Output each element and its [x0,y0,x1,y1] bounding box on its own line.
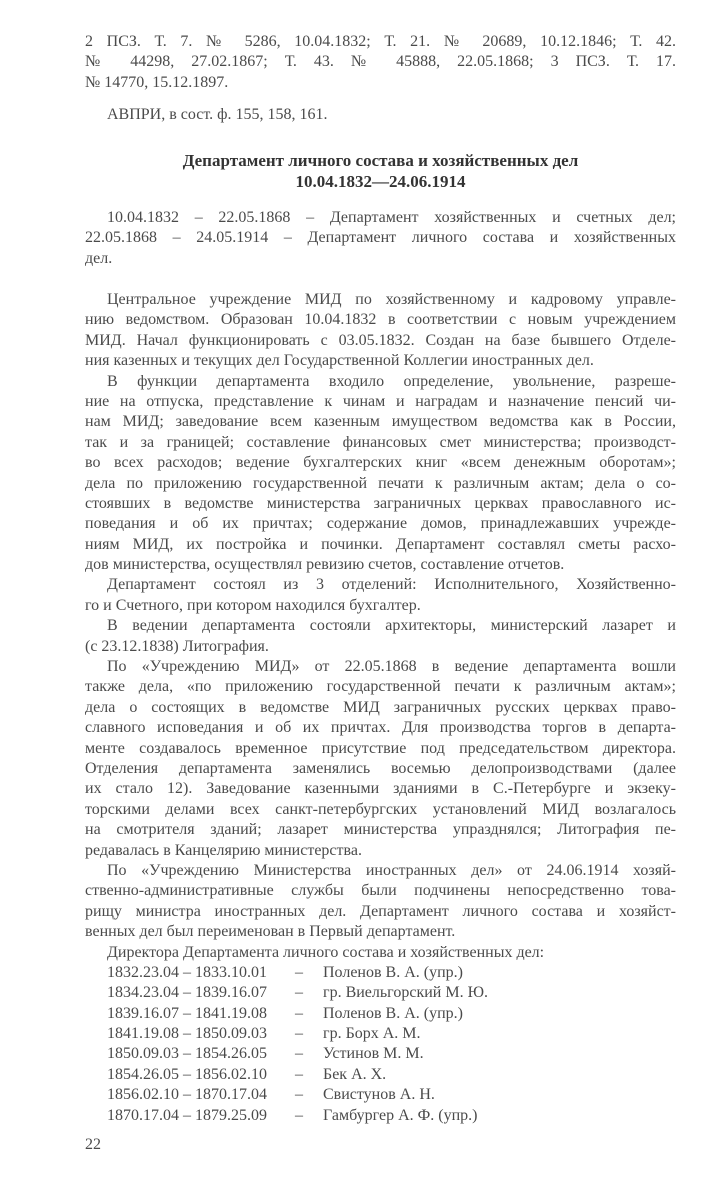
director-dates: 1832.23.04 – 1833.10.01 [107,963,267,981]
director-row [85,1024,676,1044]
text-line: Центральное учреждение МИД по хозяйственному и кадровому управле- [107,291,676,308]
text-line: ственно-административные службы были подчинены непосредственно това- [85,882,676,900]
text-line: торскими делами всех санкт-петербургских установлений МИД возлагалось [85,800,676,818]
sources-note [85,32,676,93]
text-line: В ведении департамента состояли архитекторы, министерский лазарет и [107,617,676,635]
text-line: так и за границей; составление финансовых смет министерства; производст- [85,433,676,451]
director-name: Поленов В. А. (упр.) [323,1004,463,1022]
director-separator: – [295,1106,303,1124]
director-separator: – [295,984,303,1002]
section-title [85,150,676,192]
paragraph [85,290,676,372]
director-separator: – [295,1086,303,1104]
section-dates: 10.04.1832—24.06.1914 [295,172,466,191]
director-row [85,1106,676,1126]
text-line: дов министерства, осуществлял ревизию счетов, составление отчетов. [85,556,565,574]
director-row [85,1065,676,1085]
text-line: ние на отпуска, представление к чинам и наградам и назначение пенсий чи- [85,392,676,410]
director-name: Свистунов А. Н. [323,1086,435,1104]
body-text [85,290,676,1126]
text-line: нию ведомством. Образован 10.04.1832 в соответствии с новым учреждением [85,311,676,329]
text-line: дел. [85,249,113,267]
section-title-text: Департамент личного состава и хозяйственных дел [182,151,579,170]
paragraph [85,616,676,657]
text-line: ниям МИД, их постройка и починки. Департамент составлял сметы расхо- [85,535,676,553]
text-line: В функции департамента входило определение, увольнение, разреше- [107,372,676,390]
director-dates: 1870.17.04 – 1879.25.09 [107,1106,267,1124]
director-separator: – [295,1025,303,1043]
text-line: нам МИД; заведование всем казенным имуществом ведомства как в России, [85,413,676,431]
text-line: рищу министра иностранных дел. Департамент личного состава и хозяйст- [85,902,676,920]
director-separator: – [295,963,303,981]
paragraph [85,861,676,943]
director-name: Бек А. Х. [323,1065,387,1083]
text-line: ния казенных и текущих дел Государственной Коллегии иностранных дел. [85,352,594,370]
text-line: дела по приложению государственной печати к различным актам; дела о со- [85,474,676,492]
text-line: № 14770, 15.12.1897. [85,73,229,91]
name-periods [85,208,676,269]
text-line: 2 ПСЗ. Т. 7. № 5286, 10.04.1832; Т. 21. № 20689, 10.12.1846; Т. 42. [85,33,676,50]
text-line: МИД. Начал функционировать с 03.05.1832. Создан на базе бывшего Отделе- [85,331,676,349]
director-dates: 1839.16.07 – 1841.19.08 [107,1004,267,1022]
director-dates: 1850.09.03 – 1854.26.05 [107,1045,267,1063]
text-line: менте создавалось временное присутствие под председательством директора. [85,739,676,757]
text-line: редавалась в Канцелярию министерства. [85,841,362,859]
text-line: Департамент состоял из 3 отделений: Исполнительного, Хозяйственно- [107,576,676,594]
text-line: 10.04.1832 – 22.05.1868 – Департамент хозяйственных и счетных дел; [107,209,676,226]
director-separator: – [295,1004,303,1022]
text-line: АВПРИ, в сост. ф. 155, 158, 161. [107,106,328,123]
paragraph [85,372,676,576]
director-dates: 1856.02.10 – 1870.17.04 [107,1086,267,1104]
director-separator: – [295,1065,303,1083]
director-dates: 1841.19.08 – 1850.09.03 [107,1025,267,1043]
director-name: Гамбургер А. Ф. (упр.) [323,1106,478,1124]
paragraph [85,575,676,616]
archive-note [85,105,676,125]
text-line: По «Учреждению Министерства иностранных дел» от 24.06.1914 хозяй- [107,861,676,879]
paragraph [85,943,676,963]
text-line: славного исповедания и об их причтах. Для производства торгов в департа- [85,719,676,737]
director-row [85,1044,676,1064]
director-name: гр. Виельгорский М. Ю. [323,984,489,1002]
director-dates: 1854.26.05 – 1856.02.10 [107,1065,267,1083]
text-line: № 44298, 27.02.1867; Т. 43. № 45888, 22.05.1868; 3 ПСЗ. Т. 17. [85,53,676,71]
text-line: на смотрителя зданий; лазарет министерства упразднялся; Литография пе- [85,821,676,839]
text-line: стоявших в ведомстве министерства заграничных церквах православного ис- [85,494,676,512]
director-row [85,1085,676,1105]
director-name: Устинов М. М. [323,1045,424,1063]
text-line: (с 23.12.1838) Литография. [85,637,269,655]
text-line: го и Счетного, при котором находился бухгалтер. [85,596,421,614]
text-line: Отделения департамента заменялись восемью делопроизводствами (далее [85,759,676,777]
text-line: также дела, «по приложению государственной печати к различным актам»; [85,678,676,696]
director-row [85,1004,676,1024]
page-number: 22 [85,1136,101,1153]
text-line: По «Учреждению МИД» от 22.05.1868 в ведение департамента вошли [107,658,676,676]
text-line: дела о состоящих в ведомстве МИД заграничных русских церквах право- [85,698,676,716]
text-line: Директора Департамента личного состава и хозяйственных дел: [107,943,545,961]
director-row [85,963,676,983]
director-dates: 1834.23.04 – 1839.16.07 [107,984,267,1002]
director-separator: – [295,1045,303,1063]
text-line: венных дел был переименован в Первый департамент. [85,923,456,941]
director-name: Поленов В. А. (упр.) [323,963,463,981]
director-name: гр. Борх А. М. [323,1025,421,1043]
text-line: их стало 12). Заведование казенными зданиями в С.-Петербурге и экзеку- [85,780,676,798]
director-row [85,983,676,1003]
text-line: поведания и об их причтах; содержание домов, принадлежавших учрежде- [85,515,676,533]
paragraph [85,657,676,861]
text-line: во всех расходов; ведение бухгалтерских книг «всем денежным оборотам»; [85,454,676,472]
text-line: 22.05.1868 – 24.05.1914 – Департамент личного состава и хозяйственных [85,229,676,247]
